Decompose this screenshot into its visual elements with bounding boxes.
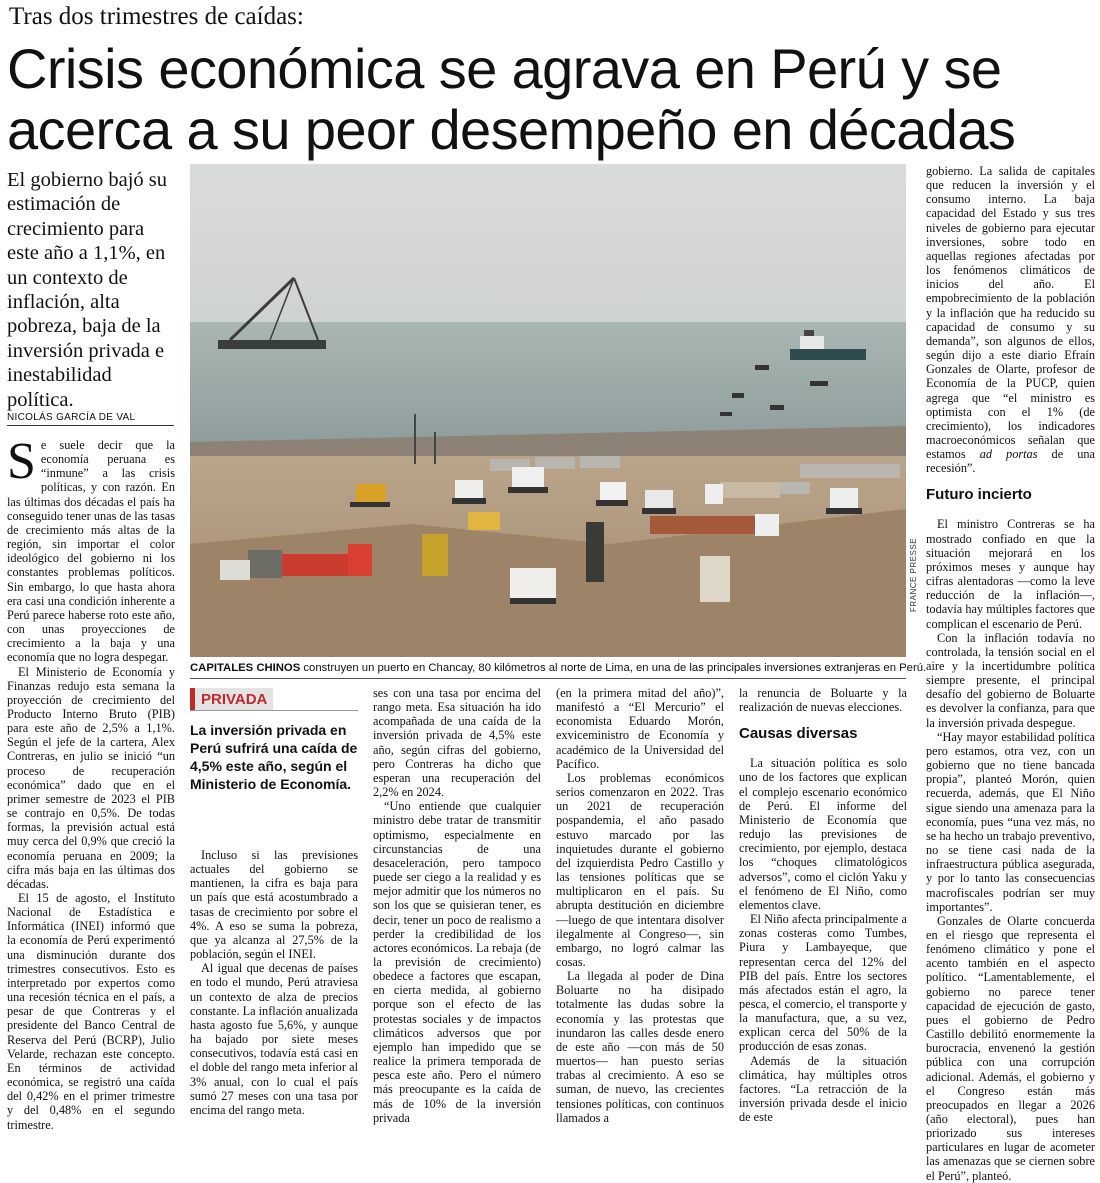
tag-divider <box>190 710 358 711</box>
column-1 <box>7 433 175 1132</box>
subheading: Futuro incierto <box>926 486 1032 504</box>
paragraph: Gonzales de Olarte concuerda en el riesgo que representa el fenómeno climático y pone el acento también en el aspecto político. “Lamentablemente, el gobierno no parece tener capacidad de ejecución de gasto, pues el gobierno de Pedro Castillo debilitó enormemente la burocracia, envenenó la gestión pública con una corrupción adicional. Además, el gobierno y el Congreso están más preocupados en llegar a 2026 (año electoral), pues han priorizado sus intereses particulares en lugar de acometer las amenazas que se ciernen sobre el Perú”, planteó. <box>926 913 1095 1183</box>
column-2 <box>190 848 358 1117</box>
column-5 <box>739 686 907 1124</box>
paragraph: La llegada al poder de Dina Boluarte no ha disipado totalmente las dudas sobre la economía y las protestas que inundaron las calles desde enero de este año —con más de 50 muertos— han puesto serias trabas al crecimiento. A eso se suman, de nuevo, las crecientes tensiones políticas, con continuos llamados a <box>556 969 724 1125</box>
photo-credit: FRANCE PRESSE <box>909 537 918 612</box>
photo-caption <box>190 661 927 675</box>
paragraph: El Ministerio de Economía y Finanzas redujo esta semana la proyección de crecimiento del Producto Interno Bruto (PIB) para este año de 2,5% a 1,1%. Según el jefe de la cartera, Alex Contreras, en julio se inició “un proceso de recuperación económica” dado que en el primer semestre de 2023 el PIB se contrajo en 0,5%. De todas formas, la previsión actual está muy cerca del 0,9% que creció la economía peruana en 2009; la cifra más baja en las últimas dos décadas. <box>7 664 175 891</box>
paragraph: Además de la situación climática, hay múltiples otros factores. “La retracción de la inversión privada desde el inicio de este <box>739 1053 907 1125</box>
caption-lead: CAPITALES CHINOS <box>190 662 301 674</box>
paragraph: Al igual que decenas de países en todo el mundo, Perú atraviesa un contexto de alza de precios constante. La inflación anualizada hasta agosto fue 5,6%, y aunque ha bajado por siete meses consecutivos, todavía está casi en el doble del rango meta inferior al 3% anual, con lo cual el país sumó 27 meses con una tasa por encima del rango meta. <box>190 961 358 1117</box>
dropcap: S <box>7 433 36 490</box>
byline: NICOLÁS GARCÍA DE VAL <box>7 412 174 426</box>
paragraph: El 15 de agosto, el Instituto Nacional de Estadística e Informática (INEI) informó que la economía de Perú experimentó una disminución durante dos trimestres consecutivos. Esto es interpretado por expertos como una recesión técnica en el país, a pesar de que Contreras y el presidente del Banco Central de Reserva del Perú (BCRP), Julio Velarde, rechazan este concepto. En términos de actividad económica, se registró una caída del 0,42% en el primer trimestre y del 0,48% en el segundo trimestre. <box>7 891 175 1132</box>
paragraph: “Hay mayor estabilidad política pero estamos, otra vez, con un gobierno que no tiene bancada propia”, planteó Morón, quien recuerda, además, que El Niño sigue siendo una amenaza para la economía, pues “una vez más, no se ha hecho un trabajo preventivo, no se tiene casi nada de la infraestructura pública asegurada, y por lo tanto las consecuencias macrofiscales podrían ser muy importantes”. <box>926 729 1095 914</box>
port-construction-photo <box>190 164 906 657</box>
column-3 <box>373 686 541 1125</box>
paragraph: El Niño afecta principalmente a zonas costeras como Tumbes, Piura y Lambayeque, que representan cerca del 12% del PIB del país. Entre los sectores más afectados están el agro, la pesca, el comercio, el transporte y la manufactura, que, a su vez, explican cerca del 50% de la producción de esas zonas. <box>739 912 907 1054</box>
summary: El gobierno bajó su estimación de crecimiento para este año a 1,1%, en un contexto de inflación, alta pobreza, baja de la inversión privada e inestabilidad política. <box>7 169 167 411</box>
column-4 <box>556 686 724 1125</box>
subheading: Causas diversas <box>739 725 858 743</box>
paragraph: Los problemas económicos serios comenzaron en 2022. Tras un 2021 de recuperación pospandemia, el año pasado estuvo marcado por las inquietudes durante el gobierno del izquierdista Pedro Castillo y las tensiones políticas que se multiplicaron en el país. Su abrupta destitución en diciembre —luego de que intentara disolver ilegalmente al Congreso—, sin embargo, no logró calmar las cosas. <box>556 770 724 969</box>
pull-quote-box <box>190 688 358 793</box>
paragraph: Incluso si las previsiones actuales del gobierno se mantienen, la cifra es baja para un país que está acostumbrado a tasas de crecimiento por sobre el 4%. A eso se suma la pobreza, que ya alcanza al 27,5% de la población, según el INEI. <box>190 848 358 962</box>
kicker: Tras dos trimestres de caídas: <box>9 3 304 30</box>
paragraph: Se suele decir que la economía peruana es “inmune” a las crisis políticas, y con razón. En las últimas dos décadas el país ha conseguido tener unas de las tasas de crecimiento más altas de la región, sin importar el color ideológico del gobierno ni los constantes problemas políticos. Sin embargo, lo que hasta ahora era casi una condición inherente a Perú parece haberse roto este año, con unas proyecciones de crecimiento a la baja y una economía que no logra despegar. <box>7 433 175 665</box>
paragraph: (en la primera mitad del año)”, manifestó a “El Mercurio” el economista Eduardo Morón, exviceministro de Economía y académico de la Universidad del Pacífico. <box>556 686 724 771</box>
photo-illustration <box>190 164 906 657</box>
pull-quote: La inversión privada en Perú sufrirá una caída de 4,5% este año, según el Ministerio de Economía. <box>190 722 358 792</box>
caption-rule <box>190 678 906 679</box>
paragraph: La situación política es solo uno de los factores que explican el complejo escenario económico de Perú. El informe del Ministerio de Economía que redujo las previsiones de crecimiento, por ejemplo, destaca los “choques climatológicos adversos”, como el ciclón Yaku y el fenómeno de El Niño, como elementos clave. <box>739 756 907 912</box>
section-tag: PRIVADA <box>190 688 273 710</box>
headline: Crisis económica se agrava en Perú y se acerca a su peor desempeño en décadas <box>7 37 1016 161</box>
paragraph: la renuncia de Boluarte y la realización de nuevas elecciones. <box>739 686 907 715</box>
paragraph: gobierno. La salida de capitales que reducen la inversión y el consumo interno. La baja capacidad del Estado y sus tres niveles de gobierno para ejecutar inversiones, sobre todo en aquellas regiones afectadas por los fenómenos climáticos de inicios del año. El empobrecimiento de la población y la inflación que ha reducido su capacidad de consumo y su demanda”, son algunos de ellos, según dijo a este diario Efraín Gonzales de Olarte, profesor de Economía de la PUCP, quien agrega que “el ministro es optimista con el 1% (de crecimiento), los indicadores macroeconómicos señalan que estamos ad portas de una recesión”. <box>926 164 1095 476</box>
caption-text: construyen un puerto en Chancay, 80 kilómetros al norte de Lima, en una de las principales inversiones extranjeras en Perú. <box>300 662 927 674</box>
paragraph: El ministro Contreras se ha mostrado confiado en que la situación mejorará en los próximos meses y aunque hay cifras alentadoras —como la leve reducción de la inflación—, todavía hay múltiples factores que complican el escenario de Perú. <box>926 517 1095 631</box>
paragraph: Con la inflación todavía no controlada, la tensión social en el aire y la incertidumbre política siempre presente, el principal desafío del gobierno de Boluarte es devolver la confianza, para que la inversión privada despegue. <box>926 630 1095 730</box>
paragraph: “Uno entiende que cualquier ministro debe tratar de transmitir optimismo, especialmente en circunstancias de una desaceleración, pero tampoco puede ser ciego a la realidad y es mejor admitir que los números no son los que se quisieran tener, es decir, tener un poco de realismo a perder la credibilidad de los actores económicos. La rebaja (de la previsión de crecimiento) obedece a factores que escapan, en cierta medida, al gobierno porque son el efecto de las protestas sociales y de impactos climáticos adversos que por ejemplo han impedido que se realice la primera temporada de pesca este año. Pero el número más preocupante es la caída de más de 10% de la inversión privada <box>373 799 541 1125</box>
column-6 <box>926 164 1095 1183</box>
paragraph: ses con una tasa por encima del rango meta. Esa situación ha ido acompañada de una caída de la inversión privada de 4,5% este año, según cifras del gobierno, pero Contreras ha dicho que esperan una recuperación del 2,2% en 2024. <box>373 686 541 800</box>
